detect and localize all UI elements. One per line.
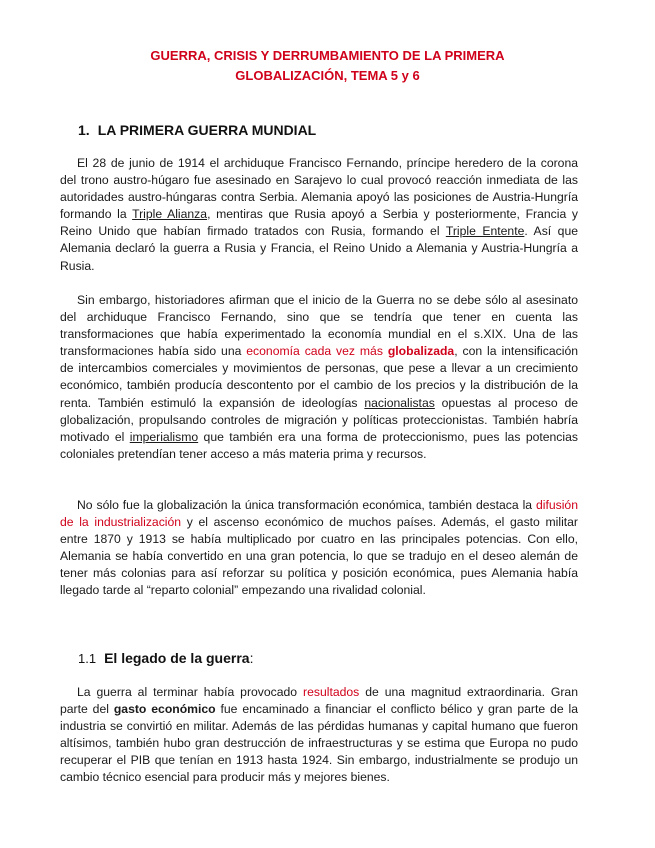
- gasto-economico-bold: gasto económico: [113, 702, 216, 717]
- globalizada-highlight: globalizada: [387, 344, 455, 359]
- paragraph-2-text-b: , con la intensificación de intercambios comerciales y movimientos de personas, que pese a llevar a un crecimiento económico, también producía descontento por el cambio de los precios y la distribución de la renta. También estimuló la expansión de ideologías: [60, 344, 578, 410]
- paragraph-3-text-a: No sólo fue la globalización la única transformación económica, también destaca la: [77, 498, 536, 512]
- globalized-economy-highlight: economía cada vez más: [246, 344, 388, 359]
- section-1-1-colon: :: [249, 650, 254, 666]
- paragraph-2-text-c: opuestas al proceso de globalización, propulsando controles de migración y políticas proteccionistas. También habría motivado el: [60, 395, 578, 444]
- section-1-1-title: El legado de la guerra: [104, 650, 250, 666]
- paragraph-1-text-b: , mentiras que Rusia apoyó a Serbia y posteriormente, Francia y Reino Unido que habían firmado tratados con Rusia, formando el: [60, 207, 578, 239]
- paragraph-3-text-b: y el ascenso económico de muchos países. Además, el gasto militar entre 1870 y 1913 se había multiplicado por cuatro en las principales potencias. Con ello, Alemania se había convertido en una gran potencia, lo que se tradujo en el deseo alemán de tener más colonias para así reforzar su política y posición económica, pues Alemania había llegado tarde al “reparto colonial” empezando una rivalidad colonial.: [60, 515, 578, 598]
- paragraph-4: [60, 684, 578, 787]
- section-1-1-heading: [78, 648, 253, 669]
- paragraph-4-text-c: fue encaminado a financiar el conflicto bélico y gran parte de la industria se convirtió en militar. Además de las pérdidas humanas y capital humano que fueron altísimos, también hubo gran destrucción de infraestructuras y se estima que Europa no pudo recuperar el PIB que tenían en 1913 hasta 1924. Sin embargo, industrialmente se produjo un cambio técnico esencial para producir más y mejores bienes.: [60, 702, 578, 785]
- paragraph-1-text-c: . Así que Alemania declaró la guerra a Rusia y Francia, el Reino Unido a Alemania y Austria-Hungría a Rusia.: [60, 224, 578, 273]
- document-title: [60, 46, 595, 86]
- paragraph-1-text-a: El 28 de junio de 1914 el archiduque Francisco Fernando, príncipe heredero de la corona del trono austro-húgaro fue asesinado en Sarajevo lo cual provocó reacción inmediata de las autoridades austro-húngaras contra Serbia. Alemania apoyó las posiciones de Austria-Hungría formando la: [60, 156, 578, 222]
- paragraph-4-text-a: La guerra al terminar había provocado: [77, 685, 304, 699]
- section-1-title: LA PRIMERA GUERRA MUNDIAL: [97, 122, 317, 138]
- paragraph-2: [60, 292, 578, 463]
- title-line-1: GUERRA, CRISIS Y DERRUMBAMIENTO DE LA PRIMERA: [150, 48, 505, 63]
- paragraph-2-text-d: que también era una forma de proteccionismo, pues las potencias coloniales pretendían tener acceso a más materia prima y recursos.: [60, 429, 578, 461]
- triple-alianza-term: Triple Alianza: [132, 207, 208, 222]
- section-1-heading: [78, 120, 316, 140]
- nacionalistas-term: nacionalistas: [364, 395, 435, 410]
- paragraph-1: [60, 155, 578, 275]
- imperialismo-term: imperialismo: [129, 429, 199, 444]
- triple-entente-term: Triple Entente: [445, 224, 525, 239]
- section-1-number: 1.: [78, 122, 90, 138]
- paragraph-3: [60, 497, 578, 600]
- paragraph-4-text-b: de una magnitud extraordinaria. Gran parte del: [60, 685, 578, 717]
- resultados-highlight: resultados: [303, 685, 360, 699]
- paragraph-2-text-a: Sin embargo, historiadores afirman que el inicio de la Guerra no se debe sólo al asesinato del archiduque Francisco Fernando, sino que se tendría que tener en cuenta las transformaciones que había experimentado la economía mundial en el s.XIX. Una de las transformaciones había sido una: [60, 293, 578, 359]
- section-1-1-number: 1.1: [78, 651, 97, 666]
- industrialization-highlight: difusión de la industrialización: [60, 498, 578, 530]
- title-line-2: GLOBALIZACIÓN, TEMA 5 y 6: [235, 68, 420, 83]
